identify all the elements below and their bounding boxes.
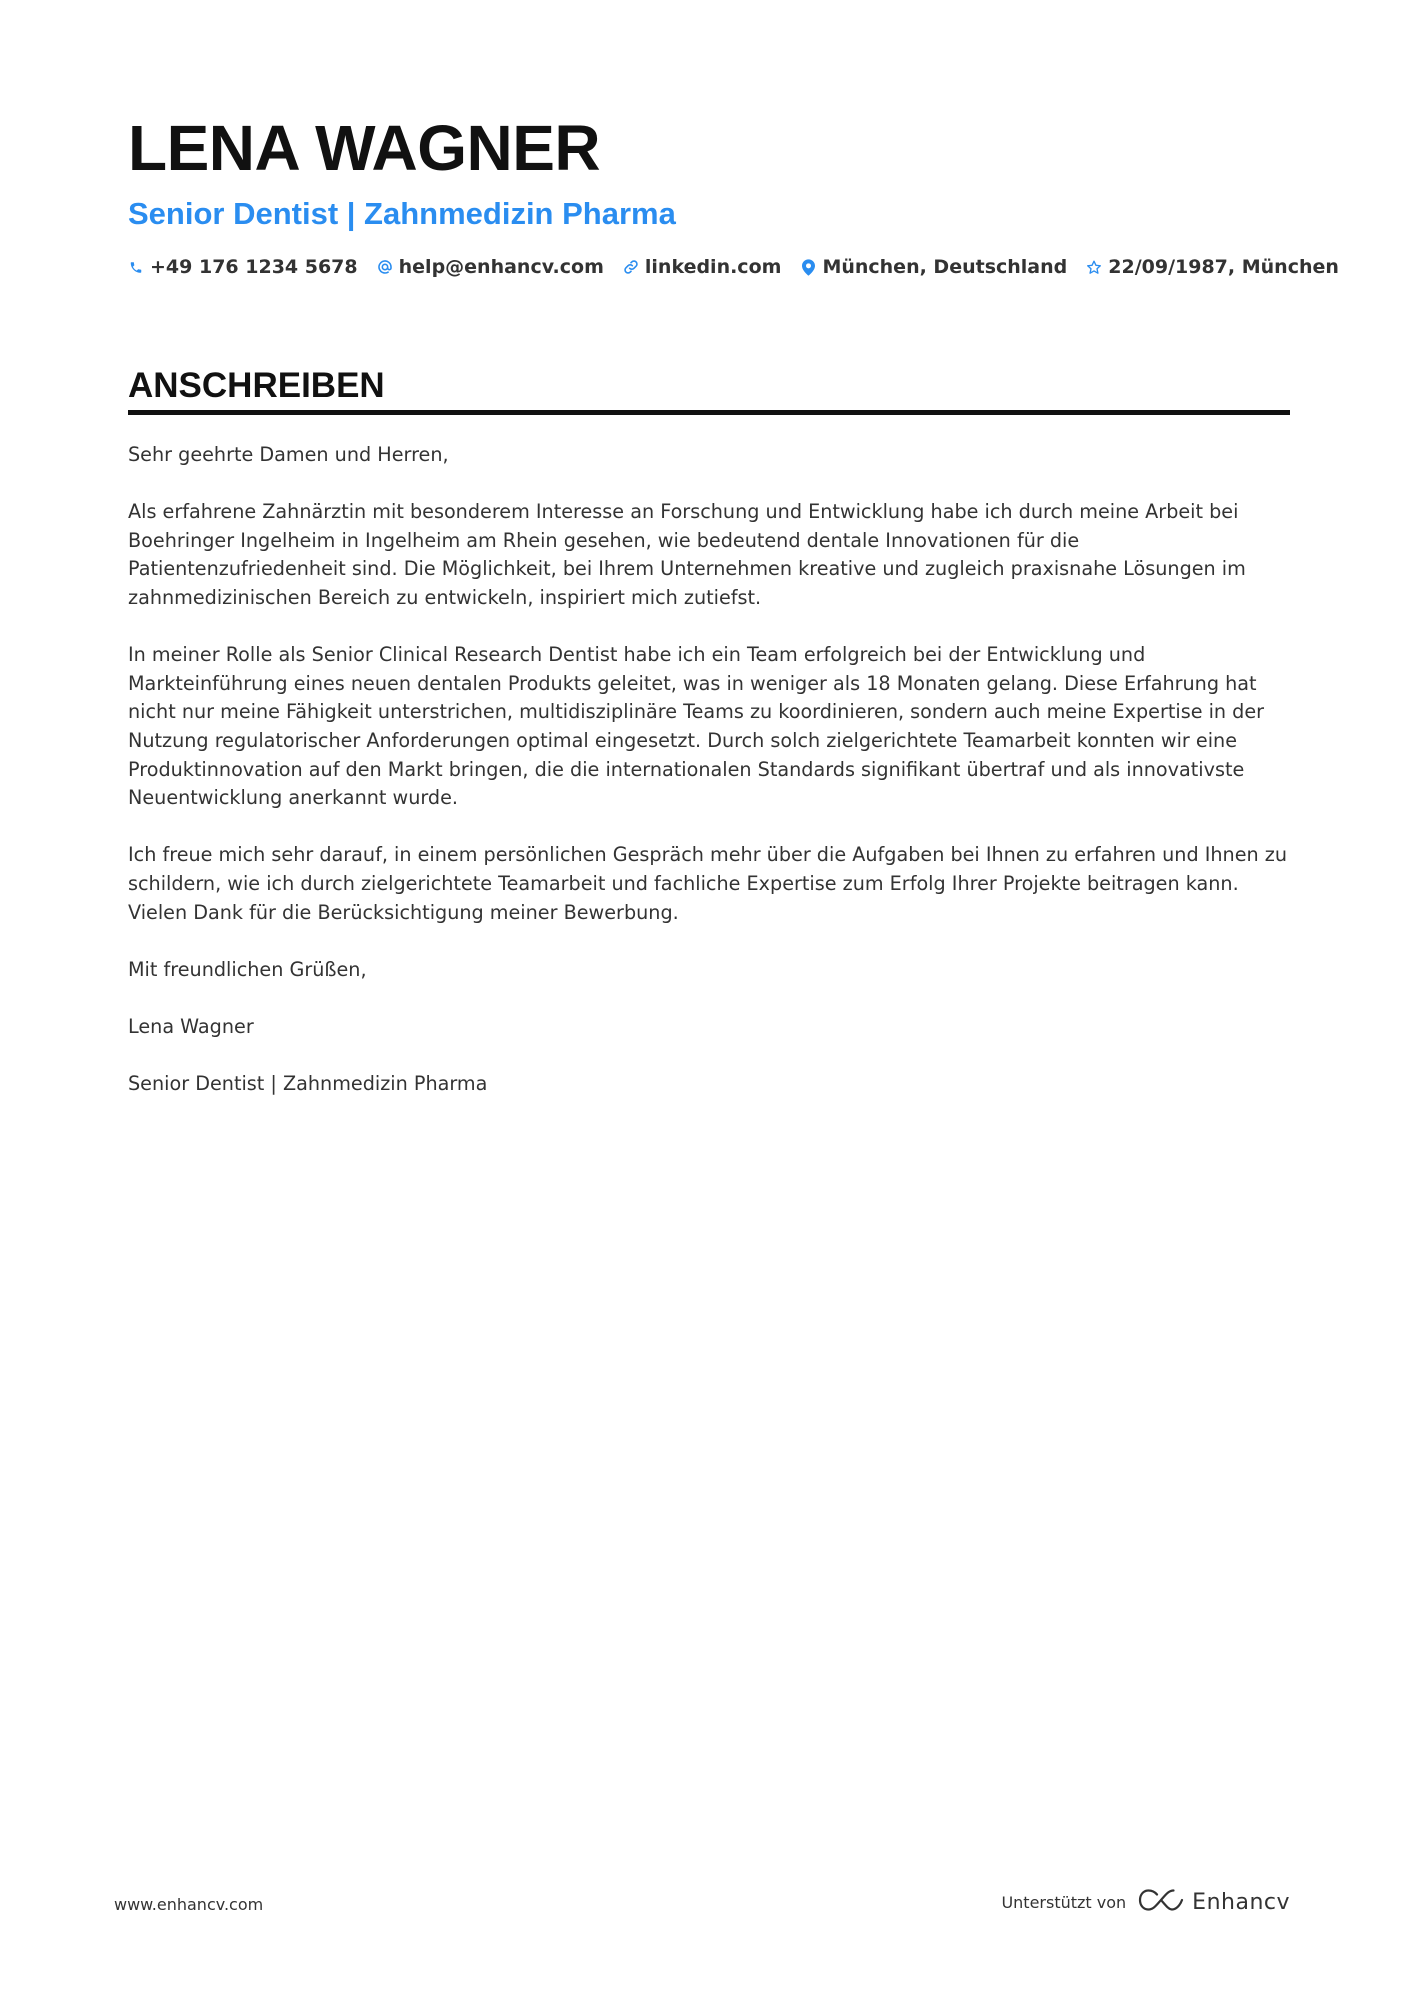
powered-by-label: Unterstützt von — [1001, 1892, 1127, 1912]
contact-birth — [1086, 256, 1339, 278]
letter-greeting: Sehr geehrte Damen und Herren, — [128, 443, 449, 466]
contact-email[interactable] — [377, 256, 604, 278]
letter-body — [128, 441, 1290, 1099]
contact-bar — [128, 256, 1339, 278]
star-icon — [1086, 258, 1102, 276]
letter-paragraph: Als erfahrene Zahnärztin mit besonderem Interesse an Forschung und Entwicklung habe ich durch meine Arbeit bei Boehringer Ingelheim in Ingelheim am Rhein gesehen, wie bedeutend dentale Innovationen für die Patientenzufriedenheit sind. Die Möglichkeit, bei Ihrem Unternehmen kreative und zugleich praxisnahe Lösungen im zahnmedizinischen Bereich zu entwickeln, inspiriert mich zutiefst. — [128, 500, 1246, 609]
link-icon — [623, 258, 639, 276]
contact-phone-text: +49 176 1234 5678 — [150, 256, 358, 278]
letter-paragraph: Ich freue mich sehr darauf, in einem persönlichen Gespräch mehr über die Aufgaben bei Ihnen zu erfahren und Ihnen zu schildern, wie ich durch zielgerichtete Teamarbeit und fachliche Expertise zum Erfolg Ihrer Projekte beitragen kann. Vielen Dank für die Berücksichtigung meiner Bewerbung. — [128, 843, 1288, 924]
contact-birth-text: 22/09/1987, München — [1108, 256, 1339, 278]
letter-paragraph: In meiner Rolle als Senior Clinical Research Dentist habe ich ein Team erfolgreich bei der Entwicklung und Markteinführung eines neuen dentalen Produkts geleitet, was in weniger als 18 Monaten gelang. Diese Erfahrung hat nicht nur meine Fähigkeit unterstrichen, multidisziplinäre Teams zu koordinieren, sondern auch meine Expertise in der Nutzung regulatorischer Anforderungen optimal eingesetzt. Durch solch zielgerichtete Teamarbeit konnten wir eine Produktinnovation auf den Markt bringen, die die internationalen Standards signifikant übertraf und als innovativste Neuentwicklung anerkannt wurde. — [128, 643, 1265, 810]
letter-closing: Mit freundlichen Grüßen, — [128, 957, 367, 981]
contact-location — [800, 256, 1067, 278]
phone-icon — [128, 258, 144, 276]
signature-name: Lena Wagner — [128, 1014, 254, 1038]
brand-wordmark: Enhancv — [1192, 1889, 1290, 1915]
section-heading: ANSCHREIBEN — [128, 366, 1290, 415]
enhancv-logo-icon — [1138, 1888, 1184, 1916]
contact-linkedin[interactable] — [623, 256, 782, 278]
footer-branding — [1001, 1888, 1290, 1916]
candidate-title: Senior Dentist | Zahnmedizin Pharma — [128, 196, 676, 231]
candidate-name: LENA WAGNER — [128, 112, 601, 184]
signature-title: Senior Dentist | Zahnmedizin Pharma — [128, 1072, 488, 1096]
footer-website[interactable]: www.enhancv.com — [114, 1895, 264, 1914]
contact-email-text[interactable]: help@enhancv.com — [398, 256, 604, 278]
location-pin-icon — [800, 258, 816, 276]
cover-letter-page — [128, 112, 1339, 1127]
at-icon — [377, 258, 393, 276]
contact-linkedin-text[interactable]: linkedin.com — [644, 256, 782, 278]
contact-phone — [128, 256, 358, 278]
contact-location-text: München, Deutschland — [822, 256, 1068, 278]
